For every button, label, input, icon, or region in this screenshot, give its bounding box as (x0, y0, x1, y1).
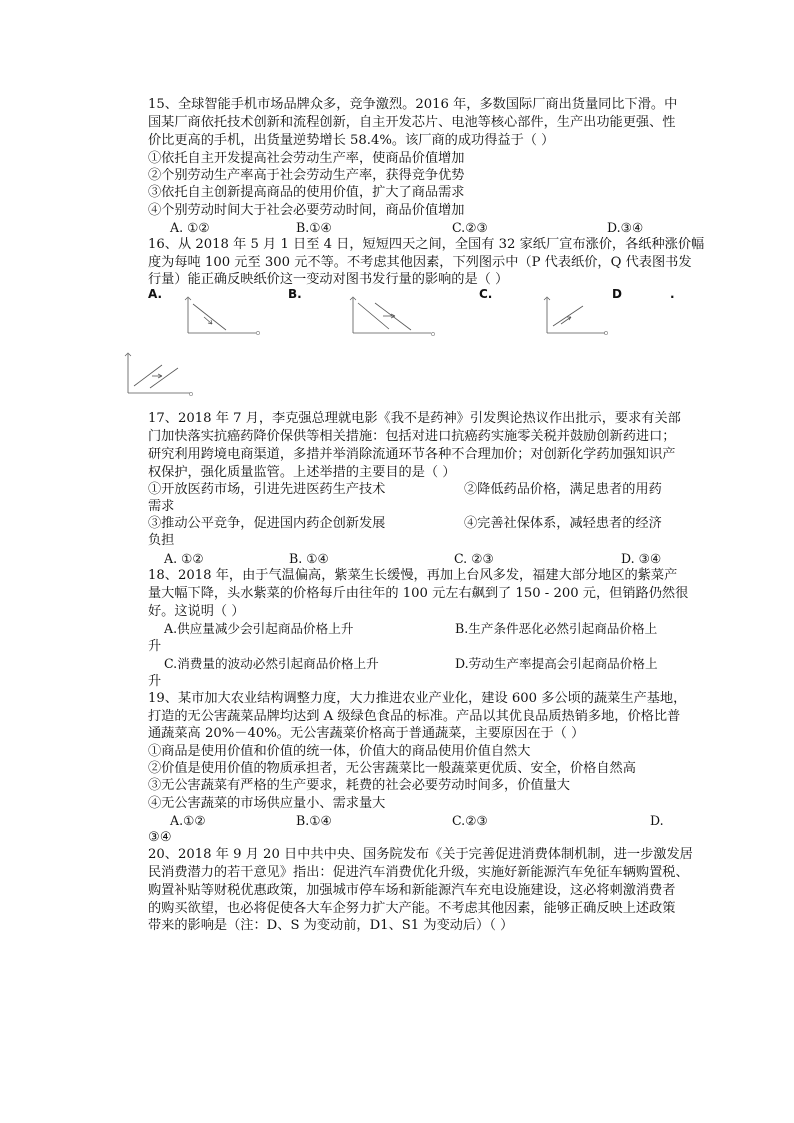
q19-line-3: 通蔬菜高 20%－40%。无公害蔬菜价格高于普通蔬菜，主要原因在于（ ） (148, 726, 585, 741)
q15-option-c: C.②③ (452, 220, 488, 235)
q17-item-2: ②降低药品价格，满足患者的用药 (464, 482, 662, 497)
q17-item-3: ③推动公平竞争，促进国内药企创新发展 (148, 516, 386, 531)
q15-line-2: 国某厂商依托技术创新和流程创新，自主开发芯片、电池等核心部件，生产出功能更强、性 (148, 115, 676, 130)
q17-option-b: B. ①④ (289, 551, 329, 566)
q17-item-4: ④完善社保体系，减轻患者的经济 (464, 516, 662, 531)
q17-option-c: C. ②③ (454, 551, 494, 566)
graph-b (345, 296, 437, 340)
q15-option-a: A. ①② (170, 220, 210, 235)
q20-line-4: 的购买欲望，也必将促使各大车企努力扩大产能。不考虑其他因素，能够正确反映上述政策 (148, 901, 676, 916)
q20-line-1: 20、2018 年 9 月 20 日中共中央、国务院发布《关于完善促进消费体制机制，进一步激发居 (148, 847, 693, 862)
q16-line-2: 度为每吨 100 元至 300 元不等。不考虑其他因素，下列图示中（P 代表纸价，Q 代表图书发 (148, 255, 692, 270)
q19-option-d-continued: ③④ (148, 830, 172, 845)
q15-line-1: 15、全球智能手机市场品牌众多，竞争激烈。2016 年，多数国际厂商出货量同比下滑。中 (148, 97, 678, 112)
q15-item-1: ①依托自主开发提高社会劳动生产率，使商品价值增加 (148, 151, 465, 166)
q18-option-a: A.供应量减少会引起商品价格上升 (164, 621, 354, 636)
q18-line-2: 量大幅下降，头水紫菜的价格每斤由往年的 100 元左右飙到了 150 - 200 元，但销路仍然很 (148, 586, 689, 601)
q20-line-3: 购置补贴等财税优惠政策，加强城市停车场和新能源汽车充电设施建设，这必将刺激消费者 (148, 883, 676, 898)
q15-line-3: 价比更高的手机，出货量逆势增长 58.4%。该厂商的成功得益于（ ） (148, 133, 555, 148)
q18-line-3: 好。这说明（ ） (148, 604, 245, 619)
q19-option-d: D. (650, 813, 664, 828)
q19-option-c: C.②③ (452, 813, 488, 828)
q19-item-2: ②价值是使用价值的物质承担者，无公害蔬菜比一般蔬菜更优质、安全，价格自然高 (148, 761, 636, 776)
q17-item-4-continued: 负担 (148, 533, 175, 548)
q18-option-c: C.消费量的波动必然引起商品价格上升 (164, 656, 379, 671)
q17-line-2: 门加快落实抗癌药降价保供等相关措施：包括对进口抗癌药实施零关税并鼓励创新药进口； (148, 429, 676, 444)
graph-a-label: A. (148, 287, 163, 301)
graph-b-label: B. (288, 287, 302, 301)
graph-d-label: D (612, 287, 622, 301)
q20-line-5: 带来的影响是（注：D、S 为变动前，D1、S1 为变动后）（ ） (148, 918, 514, 933)
graph-d (120, 352, 194, 400)
q18-option-b: B.生产条件恶化必然引起商品价格上 (455, 621, 658, 636)
q18-option-d-continued: 升 (148, 674, 162, 689)
q20-line-2: 民消费潜力的若干意见》指出：促进汽车消费优化升级，实施好新能源汽车免征车辆购置税、 (148, 865, 689, 880)
q19-item-3: ③无公害蔬菜有严格的生产要求，耗费的社会必要劳动时间多，价值量大 (148, 778, 570, 793)
q19-option-b: B.①④ (296, 813, 332, 828)
q17-item-1: ①开放医药市场，引进先进医药生产技术 (148, 482, 386, 497)
q18-line-1: 18、2018 年，由于气温偏高，紫菜生长缓慢，再加上台风多发，福建大部分地区的紫菜产 (148, 568, 678, 583)
q19-item-4: ④无公害蔬菜的市场供应量小、需求量大 (148, 796, 386, 811)
graph-d-trailing-dot: . (670, 287, 675, 301)
q15-item-2: ②个别劳动生产率高于社会劳动生产率，获得竞争优势 (148, 168, 465, 183)
graph-a (180, 296, 260, 340)
q19-item-1: ①商品是使用价值和价值的统一体，价值大的商品使用价值自然大 (148, 744, 531, 759)
q16-line-3: 行量）能正确反映纸价这一变动对图书发行量的影响的是（ ） (148, 272, 509, 287)
q15-option-d: D.③④ (607, 220, 644, 235)
q18-option-b-continued: 升 (148, 639, 162, 654)
q17-line-4: 权保护，强化质量监管。上述举措的主要目的是（ ） (148, 465, 456, 480)
q15-option-b: B.①④ (296, 220, 332, 235)
q15-item-4: ④个别劳动时间大于社会必要劳动时间，商品价值增加 (148, 203, 465, 218)
q17-line-3: 研究利用跨境电商渠道，多措并举消除流通环节各种不合理加价；对创新化学药加强知识产 (148, 447, 676, 462)
q17-option-a: A. ①② (164, 551, 204, 566)
q15-item-3: ③依托自主创新提高商品的使用价值，扩大了商品需求 (148, 185, 465, 200)
q17-item-2-continued: 需求 (148, 499, 175, 514)
q16-line-1: 16、从 2018 年 5 月 1 日至 4 日，短短四天之间，全国有 32 家纸厂宣布涨价，各纸种涨价幅 (148, 237, 705, 252)
q17-option-d: D. ③④ (621, 551, 662, 566)
q19-line-2: 打造的无公害蔬菜品牌均达到 A 级绿色食品的标准。产品以其优良品质热销多地，价格比普 (148, 709, 681, 724)
q17-line-1: 17、2018 年 7 月，李克强总理就电影《我不是药神》引发舆论热议作出批示，要求有关部 (148, 411, 681, 426)
q18-option-d: D.劳动生产率提高会引起商品价格上 (455, 656, 658, 671)
q19-line-1: 19、某市加大农业结构调整力度，大力推进农业产业化，建设 600 多公顷的蔬菜生产基地， (148, 691, 687, 706)
graph-c (539, 296, 609, 340)
q19-option-a: A.①② (170, 813, 206, 828)
graph-c-label: C. (479, 287, 493, 301)
